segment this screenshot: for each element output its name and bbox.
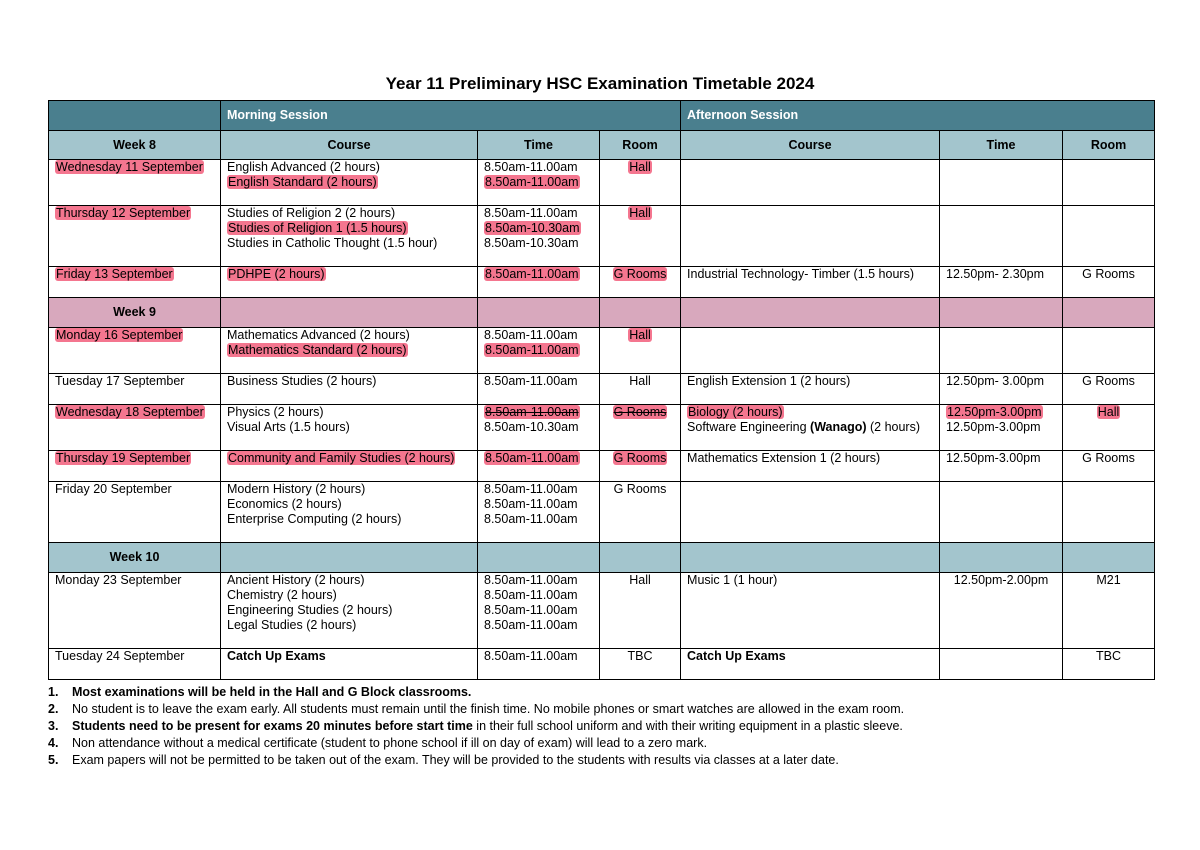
band-cell xyxy=(1063,298,1155,328)
week-9-label: Week 9 xyxy=(49,298,221,328)
time-entry: 8.50am-11.00am xyxy=(484,573,578,587)
table-row xyxy=(49,451,1155,482)
afternoon-room-cell: M21 xyxy=(1063,573,1155,649)
table-row xyxy=(49,482,1155,543)
morning-time-cell xyxy=(478,405,600,451)
morning-room-cell: TBC xyxy=(600,649,681,680)
note-bold-text: Most examinations will be held in the Hall and G Block classrooms. xyxy=(72,685,472,699)
afternoon-time-cell xyxy=(940,405,1063,451)
afternoon-room-cell xyxy=(1063,160,1155,206)
note-item xyxy=(48,735,904,752)
course-entry: Studies in Catholic Thought (1.5 hour) xyxy=(227,236,438,250)
table-row xyxy=(49,328,1155,374)
time-entry: 8.50am-11.00am xyxy=(485,343,579,357)
blank-header-cell xyxy=(49,101,221,131)
course-entry: Chemistry (2 hours) xyxy=(227,588,337,602)
afternoon-time-cell xyxy=(940,160,1063,206)
afternoon-course-cell: Industrial Technology- Timber (1.5 hours) xyxy=(681,267,940,298)
morning-course-cell xyxy=(221,160,478,206)
day-cell: Tuesday 17 September xyxy=(49,374,221,405)
time-entry: 8.50am-11.00am xyxy=(484,512,578,526)
morning-time-cell: 8.50am-11.00am xyxy=(478,649,600,680)
band-cell xyxy=(478,298,600,328)
table-row xyxy=(49,374,1155,405)
page-title: Year 11 Preliminary HSC Examination Timetable 2024 xyxy=(385,74,815,93)
afternoon-course-cell: Mathematics Extension 1 (2 hours) xyxy=(681,451,940,482)
afternoon-course-cell xyxy=(681,328,940,374)
morning-room-cell: G Rooms xyxy=(600,482,681,543)
course-entry: Physics (2 hours) xyxy=(227,405,324,419)
afternoon-course-cell: Catch Up Exams xyxy=(681,649,940,680)
time-entry: 12.50pm-3.00pm xyxy=(946,420,1041,434)
table-row xyxy=(49,160,1155,206)
time-entry: 8.50am-11.00am xyxy=(484,328,578,342)
morning-course-cell: Business Studies (2 hours) xyxy=(221,374,478,405)
morning-course-cell xyxy=(221,328,478,374)
morning-time-cell xyxy=(478,206,600,267)
time-entry: 8.50am-10.30am xyxy=(484,236,579,250)
morning-course-cell xyxy=(221,267,478,298)
afternoon-time-cell xyxy=(940,206,1063,267)
day-cell: Friday 20 September xyxy=(49,482,221,543)
morning-course-cell xyxy=(221,405,478,451)
afternoon-time-cell: 12.50pm-3.00pm xyxy=(940,451,1063,482)
band-cell xyxy=(221,298,478,328)
room-entry: G Rooms xyxy=(613,451,667,465)
band-cell xyxy=(600,543,681,573)
course-entry: English Standard (2 hours) xyxy=(228,175,377,189)
table-row xyxy=(49,649,1155,680)
afternoon-course-header: Course xyxy=(681,131,940,160)
morning-room-cell: Hall xyxy=(600,573,681,649)
morning-room-header: Room xyxy=(600,131,681,160)
note-bold-text: Students need to be present for exams 20 minutes before start time xyxy=(72,719,473,733)
course-text: (2 hours) xyxy=(866,420,921,434)
morning-time-cell xyxy=(478,328,600,374)
course-entry: Enterprise Computing (2 hours) xyxy=(227,512,402,526)
time-entry: 8.50am-11.00am xyxy=(485,267,579,281)
time-entry: 8.50am-11.00am xyxy=(484,497,578,511)
note-text: No student is to leave the exam early. All students must remain until the finish time. No mobile phones or smart watches are allowed in the exam room. xyxy=(72,702,905,716)
band-cell xyxy=(940,298,1063,328)
course-entry: Ancient History (2 hours) xyxy=(227,573,365,587)
afternoon-room-cell: G Rooms xyxy=(1063,267,1155,298)
afternoon-room-cell xyxy=(1063,405,1155,451)
afternoon-course-cell xyxy=(681,405,940,451)
morning-time-cell xyxy=(478,267,600,298)
note-text: Exam papers will not be permitted to be taken out of the exam. They will be provided to the students with results via classes at a later date. xyxy=(72,753,839,767)
morning-course-cell xyxy=(221,206,478,267)
afternoon-room-cell: G Rooms xyxy=(1063,374,1155,405)
morning-time-cell: 8.50am-11.00am xyxy=(478,374,600,405)
morning-session-header: Morning Session xyxy=(221,101,681,131)
morning-room-cell xyxy=(600,328,681,374)
exam-timetable xyxy=(48,100,1155,680)
table-row xyxy=(49,206,1155,267)
time-entry: 8.50am-11.00am xyxy=(484,588,578,602)
band-cell xyxy=(478,543,600,573)
morning-course-cell xyxy=(221,573,478,649)
band-cell xyxy=(1063,543,1155,573)
morning-time-cell xyxy=(478,482,600,543)
afternoon-room-cell: G Rooms xyxy=(1063,451,1155,482)
afternoon-room-cell xyxy=(1063,482,1155,543)
day-label: Monday 16 September xyxy=(56,328,183,342)
course-entry: Community and Family Studies (2 hours) xyxy=(228,451,455,465)
day-cell xyxy=(49,267,221,298)
morning-room-cell xyxy=(600,206,681,267)
course-text-bold: (Wanago) xyxy=(810,420,867,434)
afternoon-time-cell: 12.50pm-2.00pm xyxy=(940,573,1063,649)
table-row xyxy=(49,573,1155,649)
course-entry: Mathematics Standard (2 hours) xyxy=(228,343,407,357)
column-header-row xyxy=(49,131,1155,160)
band-cell xyxy=(681,543,940,573)
course-entry: Studies of Religion 1 (1.5 hours) xyxy=(228,221,407,235)
time-entry: 8.50am-11.00am xyxy=(484,206,578,220)
day-cell xyxy=(49,328,221,374)
note-text: Non attendance without a medical certificate (student to phone school if ill on day of exam) will lead to a zero mark. xyxy=(72,736,708,750)
note-number: 3. xyxy=(48,719,59,733)
afternoon-course-cell xyxy=(681,482,940,543)
afternoon-time-header: Time xyxy=(940,131,1063,160)
week-10-row xyxy=(49,543,1155,573)
time-entry: 8.50am-11.00am xyxy=(485,405,579,419)
note-text: in their full school uniform and with their writing equipment in a plastic sleeve. xyxy=(472,719,903,733)
morning-course-cell xyxy=(221,482,478,543)
course-entry: Biology (2 hours) xyxy=(688,405,783,419)
room-entry: Hall xyxy=(1097,405,1120,419)
morning-room-cell: Hall xyxy=(600,374,681,405)
week-8-label: Week 8 xyxy=(49,131,221,160)
note-item xyxy=(48,718,904,735)
course-entry: English Advanced (2 hours) xyxy=(227,160,380,174)
room-entry: G Rooms xyxy=(613,405,667,419)
room-entry: Hall xyxy=(629,328,651,342)
afternoon-time-cell: 12.50pm- 3.00pm xyxy=(940,374,1063,405)
time-entry: 8.50am-11.00am xyxy=(485,451,579,465)
band-cell xyxy=(940,543,1063,573)
note-number: 1. xyxy=(48,685,59,699)
course-entry: PDHPE (2 hours) xyxy=(228,267,325,281)
afternoon-course-cell: English Extension 1 (2 hours) xyxy=(681,374,940,405)
day-label: Wednesday 11 September xyxy=(56,160,203,174)
day-cell: Tuesday 24 September xyxy=(49,649,221,680)
afternoon-room-cell: TBC xyxy=(1063,649,1155,680)
room-entry: Hall xyxy=(629,160,651,174)
day-label: Thursday 12 September xyxy=(56,206,191,220)
session-header-row xyxy=(49,101,1155,131)
day-label: Wednesday 18 September xyxy=(56,405,204,419)
morning-room-cell xyxy=(600,405,681,451)
morning-course-cell: Catch Up Exams xyxy=(221,649,478,680)
course-entry: Visual Arts (1.5 hours) xyxy=(227,420,350,434)
time-entry: 8.50am-10.30am xyxy=(485,221,580,235)
note-number: 5. xyxy=(48,753,59,767)
time-entry: 12.50pm-3.00pm xyxy=(947,405,1042,419)
afternoon-course-cell xyxy=(681,160,940,206)
afternoon-course-cell xyxy=(681,206,940,267)
week-9-row xyxy=(49,298,1155,328)
note-item xyxy=(48,701,904,718)
time-entry: 8.50am-11.00am xyxy=(484,160,578,174)
room-entry: Hall xyxy=(629,206,651,220)
note-number: 2. xyxy=(48,702,59,716)
course-entry xyxy=(687,420,933,435)
band-cell xyxy=(600,298,681,328)
note-item xyxy=(48,684,904,701)
afternoon-room-cell xyxy=(1063,328,1155,374)
course-entry: Modern History (2 hours) xyxy=(227,482,366,496)
afternoon-time-cell xyxy=(940,649,1063,680)
course-entry: Legal Studies (2 hours) xyxy=(227,618,357,632)
exam-notes xyxy=(48,684,904,769)
note-item xyxy=(48,752,904,769)
morning-course-cell xyxy=(221,451,478,482)
morning-time-cell xyxy=(478,451,600,482)
afternoon-room-cell xyxy=(1063,206,1155,267)
time-entry: 8.50am-11.00am xyxy=(485,175,579,189)
note-number: 4. xyxy=(48,736,59,750)
course-entry: Mathematics Advanced (2 hours) xyxy=(227,328,410,342)
morning-course-header: Course xyxy=(221,131,478,160)
band-cell xyxy=(221,543,478,573)
afternoon-course-cell: Music 1 (1 hour) xyxy=(681,573,940,649)
day-cell xyxy=(49,405,221,451)
band-cell xyxy=(681,298,940,328)
morning-room-cell xyxy=(600,451,681,482)
time-entry: 8.50am-11.00am xyxy=(484,603,578,617)
time-entry: 8.50am-11.00am xyxy=(484,618,578,632)
day-cell xyxy=(49,206,221,267)
afternoon-room-header: Room xyxy=(1063,131,1155,160)
day-cell: Monday 23 September xyxy=(49,573,221,649)
day-cell xyxy=(49,160,221,206)
course-entry: Engineering Studies (2 hours) xyxy=(227,603,393,617)
afternoon-time-cell: 12.50pm- 2.30pm xyxy=(940,267,1063,298)
table-row xyxy=(49,267,1155,298)
course-entry: Economics (2 hours) xyxy=(227,497,342,511)
day-cell xyxy=(49,451,221,482)
morning-time-cell xyxy=(478,573,600,649)
morning-time-header: Time xyxy=(478,131,600,160)
morning-room-cell xyxy=(600,160,681,206)
afternoon-time-cell xyxy=(940,482,1063,543)
time-entry: 8.50am-11.00am xyxy=(484,482,578,496)
afternoon-time-cell xyxy=(940,328,1063,374)
table-row xyxy=(49,405,1155,451)
day-label: Friday 13 September xyxy=(56,267,173,281)
week-10-label: Week 10 xyxy=(49,543,221,573)
room-entry: G Rooms xyxy=(613,267,667,281)
day-label: Thursday 19 September xyxy=(56,451,191,465)
course-text: Software Engineering xyxy=(687,420,811,434)
morning-time-cell xyxy=(478,160,600,206)
time-entry: 8.50am-10.30am xyxy=(484,420,579,434)
afternoon-session-header: Afternoon Session xyxy=(681,101,1155,131)
morning-room-cell xyxy=(600,267,681,298)
course-entry: Studies of Religion 2 (2 hours) xyxy=(227,206,396,220)
